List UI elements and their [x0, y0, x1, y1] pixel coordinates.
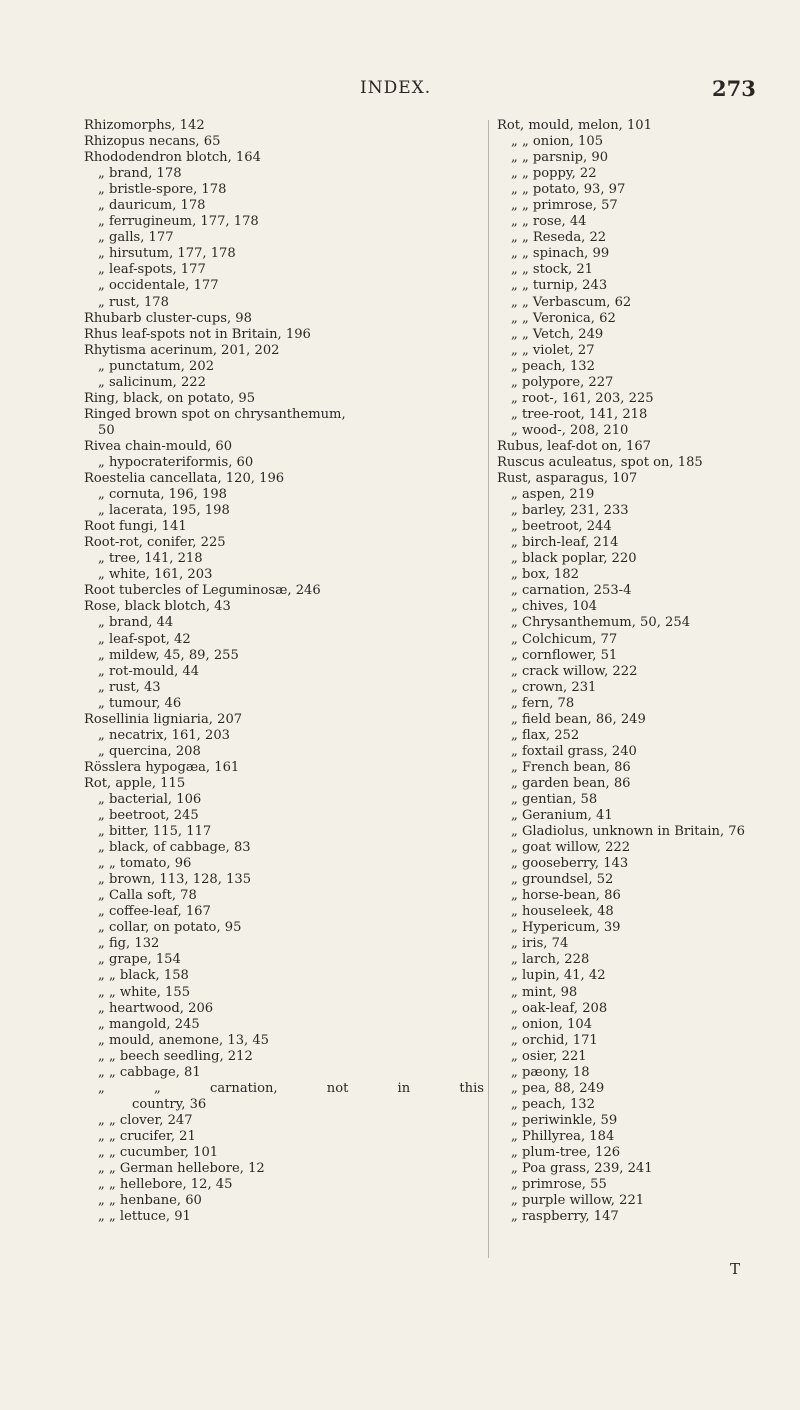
index-entry: Rhus leaf-spots not in Britain, 196 — [84, 326, 311, 342]
index-entry: „ wood-, 208, 210 — [511, 422, 629, 438]
index-entry: „ brown, 113, 128, 135 — [98, 872, 252, 888]
index-entry: „ French bean, 86 — [511, 759, 631, 775]
index-entry: „ coffee-leaf, 167 — [98, 904, 211, 920]
index-entry: „ mildew, 45, 89, 255 — [98, 647, 239, 663]
index-entry: „ „ cabbage, 81 — [98, 1064, 201, 1080]
index-entry: „ „ Vetch, 249 — [511, 326, 604, 342]
index-column-left — [84, 118, 484, 1225]
index-entry: Ringed brown spot on chrysanthemum, — [84, 406, 346, 422]
index-entry: „ leaf-spot, 42 — [98, 631, 191, 647]
index-entry: „ houseleek, 48 — [511, 904, 614, 920]
index-entry: Rosellinia ligniaria, 207 — [84, 711, 243, 727]
index-entry: „ cornuta, 196, 198 — [98, 487, 227, 503]
index-entry: „ hirsutum, 177, 178 — [98, 246, 236, 262]
column-divider — [488, 120, 489, 1258]
index-entry: „ crack willow, 222 — [511, 663, 638, 679]
index-entry: „ leaf-spots, 177 — [98, 262, 206, 278]
index-entry: Roestelia cancellata, 120, 196 — [84, 471, 285, 487]
index-entry: Rhubarb cluster-cups, 98 — [84, 310, 252, 326]
index-entry: „ pea, 88, 249 — [511, 1080, 605, 1096]
index-entry: „ horse-bean, 86 — [511, 888, 621, 904]
index-entry: Rhytisma acerinum, 201, 202 — [84, 342, 280, 358]
index-entry: „ gooseberry, 143 — [511, 856, 629, 872]
index-entry: „ groundsel, 52 — [511, 872, 614, 888]
index-entry: „ fern, 78 — [511, 695, 575, 711]
index-entry: „ quercina, 208 — [98, 743, 201, 759]
index-entry: Rot, apple, 115 — [84, 775, 186, 791]
index-entry: „ peach, 132 — [511, 1096, 595, 1112]
index-entry: „ „ German hellebore, 12 — [98, 1161, 265, 1177]
index-entry: „ plum-tree, 126 — [511, 1145, 621, 1160]
index-entry: „ tumour, 46 — [98, 695, 182, 711]
index-entry: „ peach, 132 — [511, 358, 595, 374]
index-entry: „ fig, 132 — [98, 936, 160, 952]
index-entry: „ Chrysanthemum, 50, 254 — [511, 615, 691, 631]
index-entry: „ „ stock, 21 — [511, 262, 594, 278]
index-entry: „ „ parsnip, 90 — [511, 150, 609, 166]
index-entry: „ foxtail grass, 240 — [511, 743, 637, 759]
index-column-right — [497, 118, 792, 1225]
index-entry: „ carnation, 253-4 — [511, 583, 632, 599]
index-entry: „ tree, 141, 218 — [98, 551, 203, 567]
index-entry: „ „ hellebore, 12, 45 — [98, 1177, 233, 1193]
index-entry: „ heartwood, 206 — [98, 1000, 214, 1016]
index-entry: „ „ black, 158 — [98, 968, 189, 984]
index-entry: 50 — [98, 422, 115, 438]
index-entry: „ „ spinach, 99 — [511, 246, 610, 262]
index-entry: „ field bean, 86, 249 — [511, 711, 646, 727]
index-entry: Rhizomorphs, 142 — [84, 118, 205, 133]
index-entry: „ mint, 98 — [511, 984, 578, 1000]
index-entry: Ruscus aculeatus, spot on, 185 — [497, 454, 703, 470]
index-entry: Ring, black, on potato, 95 — [84, 390, 256, 406]
index-entry: „ black, of cabbage, 83 — [98, 840, 251, 856]
index-entry: „ orchid, 171 — [511, 1032, 598, 1048]
index-entry: „ polypore, 227 — [511, 374, 614, 390]
index-entry: „ „ henbane, 60 — [98, 1193, 202, 1209]
index-entry: „ „ Reseda, 22 — [511, 230, 607, 246]
index-entry: Rubus, leaf-dot on, 167 — [497, 438, 652, 454]
index-entry: „ „ clover, 247 — [98, 1112, 193, 1128]
index-entry: „ chives, 104 — [511, 599, 598, 615]
index-entry: „ oak-leaf, 208 — [511, 1000, 608, 1016]
index-entry: „ bitter, 115, 117 — [98, 824, 212, 840]
index-entry: „ „ poppy, 22 — [511, 166, 597, 182]
index-entry: „ mangold, 245 — [98, 1016, 200, 1032]
signature-mark: T — [730, 1260, 741, 1278]
index-entry: „ white, 161, 203 — [98, 567, 213, 583]
index-entry: country, 36 — [132, 1096, 207, 1112]
index-entry: „ Geranium, 41 — [511, 808, 613, 824]
index-entry: „ goat willow, 222 — [511, 840, 631, 856]
index-entry: „ cornflower, 51 — [511, 647, 618, 663]
index-entry: „ „ beech seedling, 212 — [98, 1048, 253, 1064]
index-entry: „ pæony, 18 — [511, 1064, 590, 1080]
index-entry: „ „ white, 155 — [98, 984, 191, 1000]
index-entry: „ galls, 177 — [98, 230, 174, 246]
index-entry: „ brand, 44 — [98, 615, 174, 631]
index-entry: „ „ primrose, 57 — [511, 198, 618, 214]
index-entry: „ Phillyrea, 184 — [511, 1128, 615, 1144]
index-entry: „ onion, 104 — [511, 1016, 593, 1032]
index-entry: „ Poa grass, 239, 241 — [511, 1161, 653, 1177]
index-entry: „ grape, 154 — [98, 952, 181, 968]
index-entry: „ flax, 252 — [511, 727, 580, 743]
index-entry: „ rust, 178 — [98, 294, 169, 310]
index-entry: „ occidentale, 177 — [98, 278, 219, 294]
index-entry: Rivea chain-mould, 60 — [84, 438, 233, 454]
index-entry: „ birch-leaf, 214 — [511, 535, 619, 551]
index-entry: „ „ potato, 93, 97 — [511, 182, 626, 198]
index-entry: „ black poplar, 220 — [511, 551, 637, 567]
index-entry: „ „ turnip, 243 — [511, 278, 608, 294]
index-entry: „ „ Veronica, 62 — [511, 310, 616, 326]
index-entry: Rot, mould, melon, 101 — [497, 118, 652, 133]
page-number: 273 — [712, 76, 756, 101]
index-entry: Root tubercles of Leguminosæ, 246 — [84, 583, 321, 599]
index-entry: „ „ Verbascum, 62 — [511, 294, 632, 310]
index-entry: „ „ rose, 44 — [511, 214, 587, 230]
index-entry: „ hypocrateriformis, 60 — [98, 454, 254, 470]
index-entry: „ salicinum, 222 — [98, 374, 206, 390]
index-entry: „ tree-root, 141, 218 — [511, 406, 648, 422]
index-entry: „ root-, 161, 203, 225 — [511, 390, 654, 406]
index-entry: „ Calla soft, 78 — [98, 888, 197, 904]
index-entry: Rösslera hypogæa, 161 — [84, 759, 240, 775]
index-entry: „ lacerata, 195, 198 — [98, 503, 230, 519]
index-entry: „ „ tomato, 96 — [98, 856, 192, 872]
index-entry: Rust, asparagus, 107 — [497, 471, 638, 487]
index-entry: „ beetroot, 245 — [98, 808, 199, 824]
index-entry: „ periwinkle, 59 — [511, 1112, 618, 1128]
index-entry: „ purple willow, 221 — [511, 1193, 645, 1209]
index-entry: „ gentian, 58 — [511, 791, 598, 807]
index-entry: „ rust, 43 — [98, 679, 161, 695]
index-entry: „ box, 182 — [511, 567, 579, 583]
index-entry: „ beetroot, 244 — [511, 519, 612, 535]
index-entry: „ necatrix, 161, 203 — [98, 727, 230, 743]
index-entry: „ larch, 228 — [511, 952, 590, 968]
index-entry: „ bacterial, 106 — [98, 791, 202, 807]
index-entry: „ raspberry, 147 — [511, 1209, 619, 1225]
index-entry: „ Colchicum, 77 — [511, 631, 618, 647]
index-entry: „ „ onion, 105 — [511, 134, 604, 150]
index-entry: „ aspen, 219 — [511, 487, 595, 503]
index-entry: „ collar, on potato, 95 — [98, 920, 242, 936]
index-entry: „ „ carnation, not in this — [98, 1080, 484, 1096]
index-entry: „ garden bean, 86 — [511, 775, 631, 791]
index-entry: „ „ crucifer, 21 — [98, 1128, 196, 1144]
index-entry: „ punctatum, 202 — [98, 358, 215, 374]
index-entry: Root fungi, 141 — [84, 519, 187, 535]
index-entry: „ rot-mould, 44 — [98, 663, 200, 679]
index-entry: „ mould, anemone, 13, 45 — [98, 1032, 270, 1048]
index-entry: „ ferrugineum, 177, 178 — [98, 214, 259, 230]
index-entry: „ iris, 74 — [511, 936, 569, 952]
index-entry: „ Gladiolus, unknown in Britain, 76 — [511, 824, 745, 840]
index-entry: „ bristle-spore, 178 — [98, 182, 227, 198]
page-header — [0, 78, 800, 102]
index-entry: „ „ lettuce, 91 — [98, 1209, 191, 1225]
index-entry: „ primrose, 55 — [511, 1177, 607, 1193]
index-entry: „ osier, 221 — [511, 1048, 587, 1064]
index-entry: „ brand, 178 — [98, 166, 182, 182]
index-entry: „ dauricum, 178 — [98, 198, 206, 214]
index-entry: „ barley, 231, 233 — [511, 503, 629, 519]
index-entry: „ „ violet, 27 — [511, 342, 595, 358]
index-entry: „ „ cucumber, 101 — [98, 1145, 219, 1160]
index-entry: „ crown, 231 — [511, 679, 597, 695]
index-entry: Root-rot, conifer, 225 — [84, 535, 226, 551]
index-entry: „ lupin, 41, 42 — [511, 968, 606, 984]
index-entry: „ Hypericum, 39 — [511, 920, 621, 936]
index-entry: Rhizopus necans, 65 — [84, 134, 221, 150]
index-entry: Rhododendron blotch, 164 — [84, 150, 261, 166]
index-entry: Rose, black blotch, 43 — [84, 599, 231, 615]
running-title: INDEX. — [360, 78, 432, 98]
